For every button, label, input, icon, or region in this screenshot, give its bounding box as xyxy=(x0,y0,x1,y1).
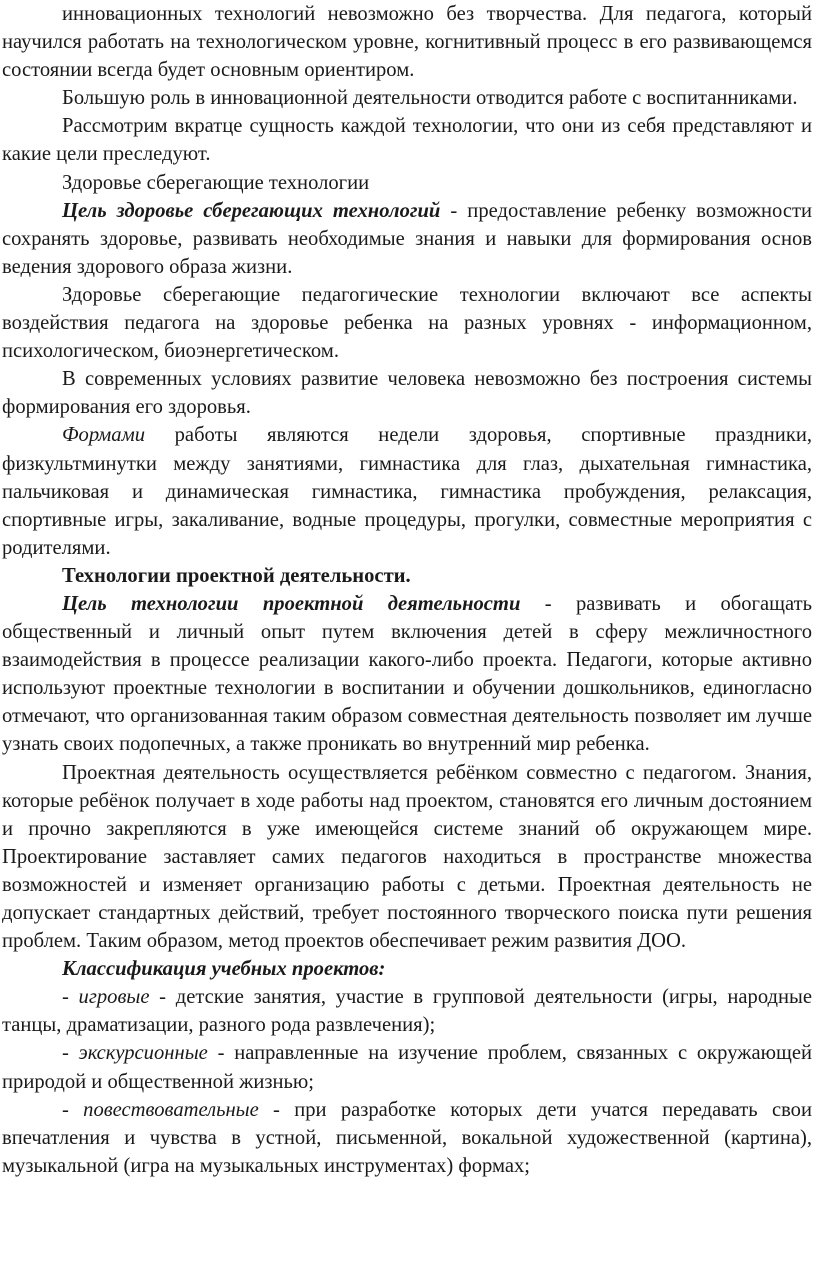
paragraph-text: Проектная деятельность осуществляется ребёнком совместно с педагогом. Знания, которые ребёнок получает в ходе работы над проектом, становятся его личным достоянием и прочно закрепляются в уже имеющейся системе знаний об окружающем мире. Проектирование заставляет самих педагогов находиться в пространстве множества возможностей и изменяет организацию работы с детьми. Проектная деятельность не допускает стандартных действий, требует постоянного творческого поиска пути решения проблем. Таким образом, метод проектов обеспечивает режим развития ДОО. xyxy=(2,761,812,953)
paragraph-project-goal xyxy=(2,590,812,759)
paragraph-text: инновационных технологий невозможно без творчества. Для педагога, который научился работать на технологическом уровне, когнитивный процесс в его развивающемся состоянии всегда будет основным ориентиром. xyxy=(2,3,812,82)
section-heading: Классификация учебных проектов: xyxy=(62,958,386,981)
emphasis-term: экскурсионные xyxy=(78,1042,208,1065)
paragraph-health-goal xyxy=(2,197,812,281)
paragraph-text: - развивать и обогащать общественный и личный опыт путем включения детей в сферу межличностного взаимодействия в процессе реализации какого-либо проекта. Педагоги, которые активно используют проектные технологии в воспитании и обучении дошкольников, единогласно отмечают, что организованная таким образом совместная деятельность позволяет им лучше узнать своих подопечных, а также проникать во внутренний мир ребенка. xyxy=(2,592,812,756)
paragraph-innovation-creativity xyxy=(2,0,812,84)
paragraph-text: - предоставление ребенку возможности сохранять здоровье, развивать необходимые знания и навыки для формирования основ ведения здорового образа жизни. xyxy=(2,199,812,278)
paragraph-project-activity xyxy=(2,759,812,956)
paragraph-overview xyxy=(2,112,812,168)
paragraph-text: - детские занятия, участие в групповой деятельности (игры, народные танцы, драматизации, разного рода развлечения); xyxy=(2,986,812,1037)
paragraph-text: В современных условиях развитие человека невозможно без построения системы формирования его здоровья. xyxy=(2,368,812,419)
emphasis-term: игровые xyxy=(78,986,150,1009)
list-dash: - xyxy=(62,1098,84,1121)
paragraph-text: Рассмотрим вкратце сущность каждой технологии, что они из себя представляют и какие цели преследуют. xyxy=(2,115,812,166)
paragraph-health-aspects xyxy=(2,281,812,365)
paragraph-text: Большую роль в инновационной деятельности отводится работе с воспитанниками. xyxy=(62,87,798,110)
paragraph-text: Здоровье сберегающие технологии xyxy=(62,171,370,194)
paragraph-text: работы являются недели здоровья, спортивные праздники, физкультминутки между занятиями, гимнастика для глаз, дыхательная гимнастика, пальчиковая и динамическая гимнастика, гимнастика пробуждения, релаксация, спортивные игры, закаливание, водные процедуры, прогулки, совместные мероприятия с родителями. xyxy=(2,424,812,559)
emphasis-term: Формами xyxy=(62,424,146,447)
list-item-excursion-projects xyxy=(2,1039,812,1095)
list-item-narrative-projects xyxy=(2,1096,812,1180)
list-item-game-projects xyxy=(2,983,812,1039)
paragraph-modern-conditions xyxy=(2,365,812,421)
paragraph-role-pupils xyxy=(2,84,812,112)
paragraph-text: Здоровье сберегающие педагогические технологии включают все аспекты воздействия педагога на здоровье ребенка на разных уровнях - информационном, психологическом, биоэнергетическом. xyxy=(2,283,812,363)
emphasis-term: Цель здоровье сберегающих технологий xyxy=(62,199,441,222)
paragraph-text: - при разработке которых дети учатся передавать свои впечатления и чувства в устной, письменной, вокальной художественной (картина), музыкальной (игра на музыкальных инструментах) формах; xyxy=(2,1098,812,1177)
emphasis-term: повествовательные xyxy=(83,1098,259,1121)
heading-health-technologies xyxy=(2,169,812,197)
emphasis-term: Цель технологии проектной деятельности xyxy=(62,592,521,615)
paragraph-work-forms xyxy=(2,421,812,561)
heading-project-classification xyxy=(2,955,812,983)
list-dash: - xyxy=(62,986,79,1009)
heading-project-technologies xyxy=(2,562,812,590)
paragraph-text: - направленные на изучение проблем, связанных с окружающей природой и общественной жизнью; xyxy=(2,1042,812,1093)
section-heading: Технологии проектной деятельности. xyxy=(62,564,411,587)
list-dash: - xyxy=(62,1042,79,1065)
